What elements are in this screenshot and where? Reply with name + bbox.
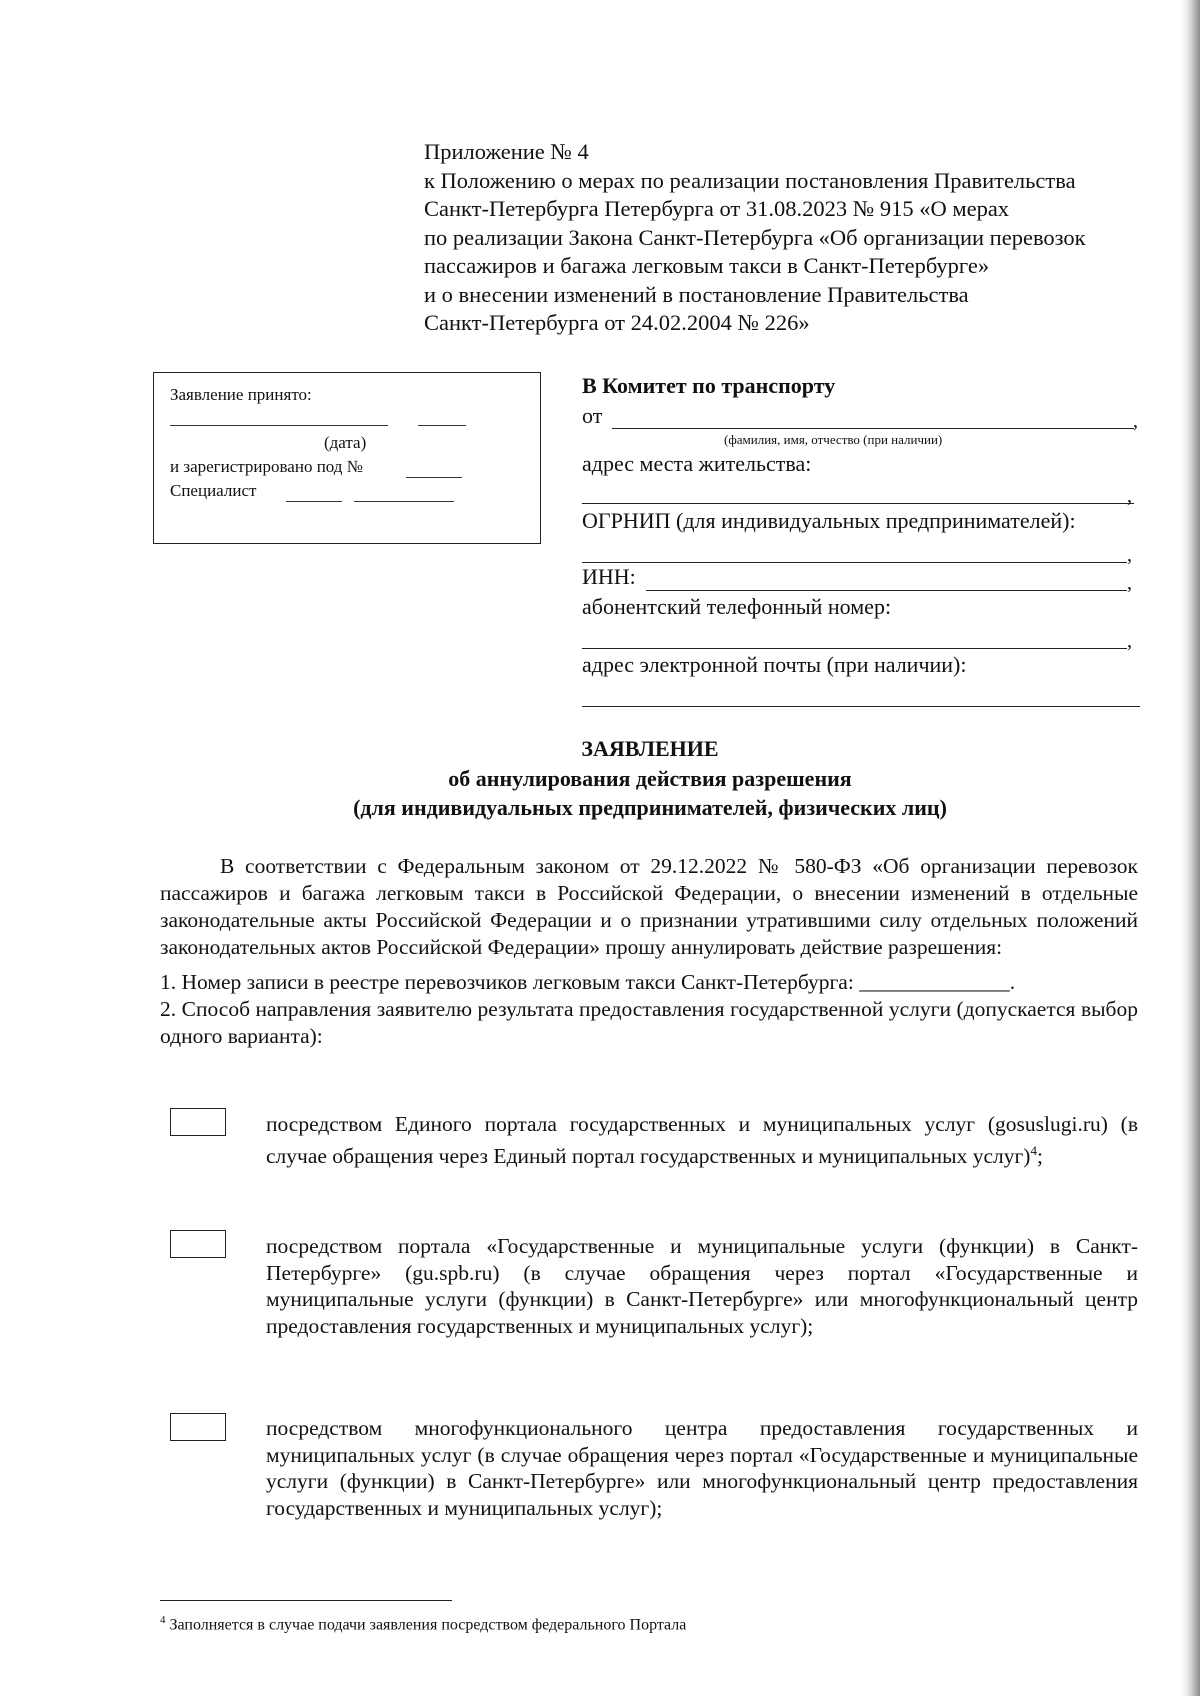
- date-label: (дата): [324, 433, 367, 452]
- inn-input-line[interactable]: [646, 590, 1127, 591]
- from-label: от: [582, 403, 603, 428]
- item-registry-number: 1. Номер записи в реестре перевозчиков легковым такси Санкт-Петербурга: ______________.: [160, 970, 1016, 994]
- option-gosuslugi-label: посредством Единого портала государственных и муниципальных услуг (gosuslugi.ru) (в случае обращения через Единый портал государственных и муниципальных услуг): [266, 1112, 1138, 1168]
- email-input-line[interactable]: [582, 706, 1140, 707]
- option-mfc-text: посредством многофункционального центра предоставления государственных и муниципальных услуг (в случае обращения через портал «Государственные и муниципальные услуги (функции) в Санкт-Петербурге» или многофункциональный центр предоставления государственных и муниципальных услуг);: [266, 1416, 1138, 1520]
- footnote-ref: 4: [1030, 1142, 1037, 1158]
- specialist-line-2[interactable]: [354, 501, 454, 502]
- comma: ,: [1127, 630, 1132, 652]
- fio-hint: (фамилия, имя, отчество (при наличии): [724, 432, 943, 447]
- option-suffix: ;: [1036, 1143, 1043, 1168]
- inn-label: ИНН:: [582, 564, 636, 589]
- appendix-line-6: и о внесении изменений в постановление Правительства: [424, 281, 969, 307]
- option-gosuslugi-checkbox[interactable]: [170, 1108, 226, 1136]
- footnote-text: Заполняется в случае подачи заявления посредством федерального Портала: [169, 1616, 687, 1634]
- comma: ,: [1127, 572, 1132, 594]
- received-stamp-box: [153, 372, 541, 544]
- scan-edge-shadow: [1180, 0, 1200, 1696]
- accepted-label: Заявление принято:: [170, 385, 312, 404]
- appendix-line-3: Санкт-Петербурга Петербурга от 31.08.2023 № 915 «О мерах: [424, 196, 1010, 221]
- appendix-header: [424, 138, 1164, 338]
- specialist-label: Специалист: [170, 481, 257, 500]
- appendix-line-4: по реализации Закона Санкт-Петербурга «Об организации перевозок: [424, 224, 1086, 250]
- intro-paragraph: В соответствии с Федеральным законом от 29.12.2022 № 580-ФЗ «Об организации перевозок пассажиров и багажа легковым такси в Российской Федерации, о внесении изменений в отдельные законодательные акты Российской Федерации и о признании утратившими силу отдельных положений законодательных актов Российской Федерации» прошу аннулировать действие разрешения:: [160, 854, 1138, 959]
- comma: ,: [1127, 485, 1132, 507]
- comma: ,: [1127, 544, 1132, 566]
- accepted-extra-line[interactable]: [418, 425, 466, 426]
- appendix-line-7: Санкт-Петербурга от 24.02.2004 № 226»: [424, 310, 810, 335]
- registration-number-line[interactable]: [406, 477, 462, 478]
- option-gosuslugi-text: [266, 1111, 1138, 1169]
- document-title: ЗАЯВЛЕНИЕ: [581, 736, 719, 761]
- accepted-date-line[interactable]: [170, 425, 388, 426]
- document-subtitle-scope: (для индивидуальных предпринимателей, физических лиц): [353, 795, 947, 820]
- ogrnip-label: ОГРНИП (для индивидуальных предпринимателей):: [582, 508, 1076, 533]
- address-input-line[interactable]: [582, 503, 1134, 504]
- addressee-title: В Комитет по транспорту: [582, 373, 836, 398]
- specialist-line-1[interactable]: [286, 501, 342, 502]
- footnote-number: 4: [160, 1614, 166, 1626]
- appendix-line-5: пассажиров и багажа легковым такси в Санкт-Петербурге»: [424, 253, 990, 278]
- ogrnip-input-line[interactable]: [582, 562, 1127, 563]
- phone-input-line[interactable]: [582, 648, 1127, 649]
- footnote-separator: [160, 1600, 452, 1601]
- address-label: адрес места жительства:: [582, 451, 812, 476]
- appendix-line-2: к Положению о мерах по реализации постановления Правительства: [424, 167, 1076, 193]
- document-subtitle: об аннулирования действия разрешения: [448, 766, 852, 791]
- appendix-line-1: Приложение № 4: [424, 139, 589, 164]
- request-body: [160, 853, 1138, 1050]
- option-gu-spb-text: посредством портала «Государственные и муниципальные услуги (функции) в Санкт-Петербурге» (gu.spb.ru) (в случае обращения через портал «Государственные и муниципальные услуги (функции) в Санкт-Петербурге» или многофункциональный центр предоставления государственных и муниципальных услуг);: [266, 1234, 1138, 1338]
- option-mfc-checkbox[interactable]: [170, 1413, 226, 1441]
- item-delivery-method: 2. Способ направления заявителю результата предоставления государственной услуги (допускается выбор одного варианта):: [160, 997, 1138, 1048]
- comma: ,: [1133, 410, 1138, 432]
- phone-label: абонентский телефонный номер:: [582, 594, 892, 619]
- option-gu-spb-checkbox[interactable]: [170, 1230, 226, 1258]
- fio-input-line[interactable]: [612, 428, 1134, 429]
- email-label: адрес электронной почты (при наличии):: [582, 652, 967, 677]
- registered-label: и зарегистрировано под №: [170, 457, 363, 476]
- footnote: [160, 1614, 686, 1634]
